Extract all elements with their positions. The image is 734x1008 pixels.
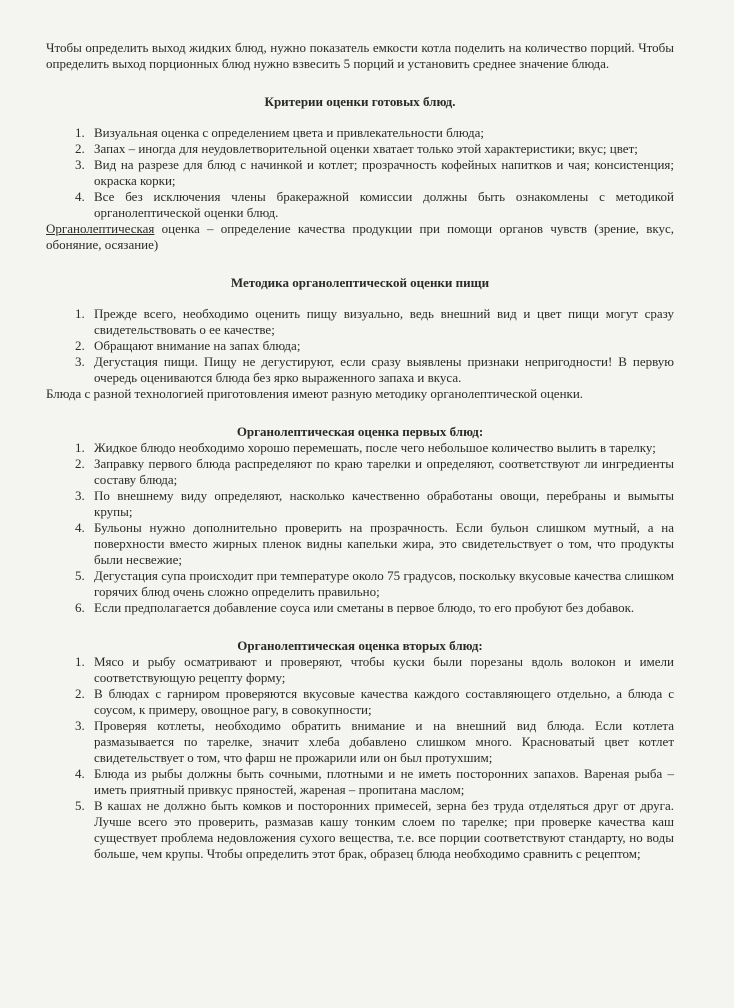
intro-paragraph: Чтобы определить выход жидких блюд, нужно показатель емкости котла поделить на количество порций. Чтобы определить выход порционных блюд нужно взвесить 5 порций и установить среднее значение блюда. — [46, 40, 674, 71]
definition-text: оценка – определение качества продукции при помощи органов чувств (зрение, вкус, обоняние, осязание) — [46, 221, 674, 252]
second-courses-list — [46, 654, 674, 862]
list-item: 3. Проверяя котлеты, необходимо обратить внимание и на внешний вид блюда. Если котлета размазывается по тарелке, значит хлеба добавлено слишком много. Красноватый цвет котлет свидетельствует о том, что фарш не прожарили или он был протухшим; — [88, 718, 674, 766]
list-item: 5. Дегустация супа происходит при температуре около 75 градусов, поскольку вкусовые качества слишком горячих блюд очень сложно определить правильно; — [88, 568, 674, 600]
list-item: 2. В блюдах с гарниром проверяются вкусовые качества каждого составляющего отдельно, а блюда с соусом, к примеру, овощное рагу, в совокупности; — [88, 686, 674, 718]
list-item: 1. Визуальная оценка с определением цвета и привлекательности блюда; — [88, 125, 674, 141]
list-item: 4. Бульоны нужно дополнительно проверить на прозрачность. Если бульон слишком мутный, а на поверхности вместо жирных пленок видны капельки жира, это свидетельствует о том, что продукты были несвежие; — [88, 520, 674, 568]
list-item: 1. Жидкое блюдо необходимо хорошо перемешать, после чего небольшое количество вылить в тарелку; — [88, 440, 674, 456]
section-first-courses-title: Органолептическая оценка первых блюд: — [236, 424, 484, 439]
list-item: 1. Прежде всего, необходимо оценить пищу визуально, ведь внешний вид и цвет пищи могут сразу свидетельствовать о ее качестве; — [88, 306, 674, 338]
list-item: 3. По внешнему виду определяют, насколько качественно обработаны овощи, перебраны и вымыты крупы; — [88, 488, 674, 520]
list-item: 3. Дегустация пищи. Пищу не дегустируют, если сразу выявлены признаки непригодности! В первую очередь оцениваются блюда без ярко выраженного запаха и вкуса. — [88, 354, 674, 386]
list-item: 1. Мясо и рыбу осматривают и проверяют, чтобы куски были порезаны вдоль волокон и имели соответствующую рецепту форму; — [88, 654, 674, 686]
section-criteria-title: Критерии оценки готовых блюд. — [264, 94, 456, 109]
list-item: 5. В кашах не должно быть комков и посторонних примесей, зерна без труда отделяться друг от друга. Лучше всего это проверить, размазав кашу тонким слоем по тарелке; при проверке качества каш существует проблема недовложения сухого вещества, т.е. все порции соответствуют стандарту, но воды больше, чем крупы. Чтобы определить этот брак, образец блюда необходимо сравнить с рецептом; — [88, 798, 674, 862]
definition-paragraph — [46, 221, 674, 253]
list-item: 2. Запах – иногда для неудовлетворительной оценки хватает только этой характеристики; вкус; цвет; — [88, 141, 674, 157]
list-item: 2. Обращают внимание на запах блюда; — [88, 338, 674, 354]
definition-term: Органолептическая — [46, 221, 155, 236]
list-item: 4. Блюда из рыбы должны быть сочными, плотными и не иметь посторонних запахов. Вареная рыба – иметь приятный привкус пряностей, жареная – пропитана маслом; — [88, 766, 674, 798]
method-list — [46, 306, 674, 386]
method-note: Блюда с разной технологией приготовления имеют разную методику органолептической оценки. — [46, 386, 584, 401]
list-item: 2. Заправку первого блюда распределяют по краю тарелки и определяют, соответствуют ли ингредиенты составу блюда; — [88, 456, 674, 488]
section-second-courses-title: Органолептическая оценка вторых блюд: — [237, 638, 483, 653]
first-courses-list — [46, 440, 674, 616]
section-method-title: Методика органолептической оценки пищи — [230, 275, 490, 290]
list-item: 3. Вид на разрезе для блюд с начинкой и котлет; прозрачность кофейных напитков и чая; консистенция; окраска корки; — [88, 157, 674, 189]
list-item: 6. Если предполагается добавление соуса или сметаны в первое блюдо, то его пробуют без добавок. — [88, 600, 674, 616]
criteria-list — [46, 125, 674, 221]
list-item: 4. Все без исключения члены бракеражной комиссии должны быть ознакомлены с методикой органолептической оценки блюд. — [88, 189, 674, 221]
